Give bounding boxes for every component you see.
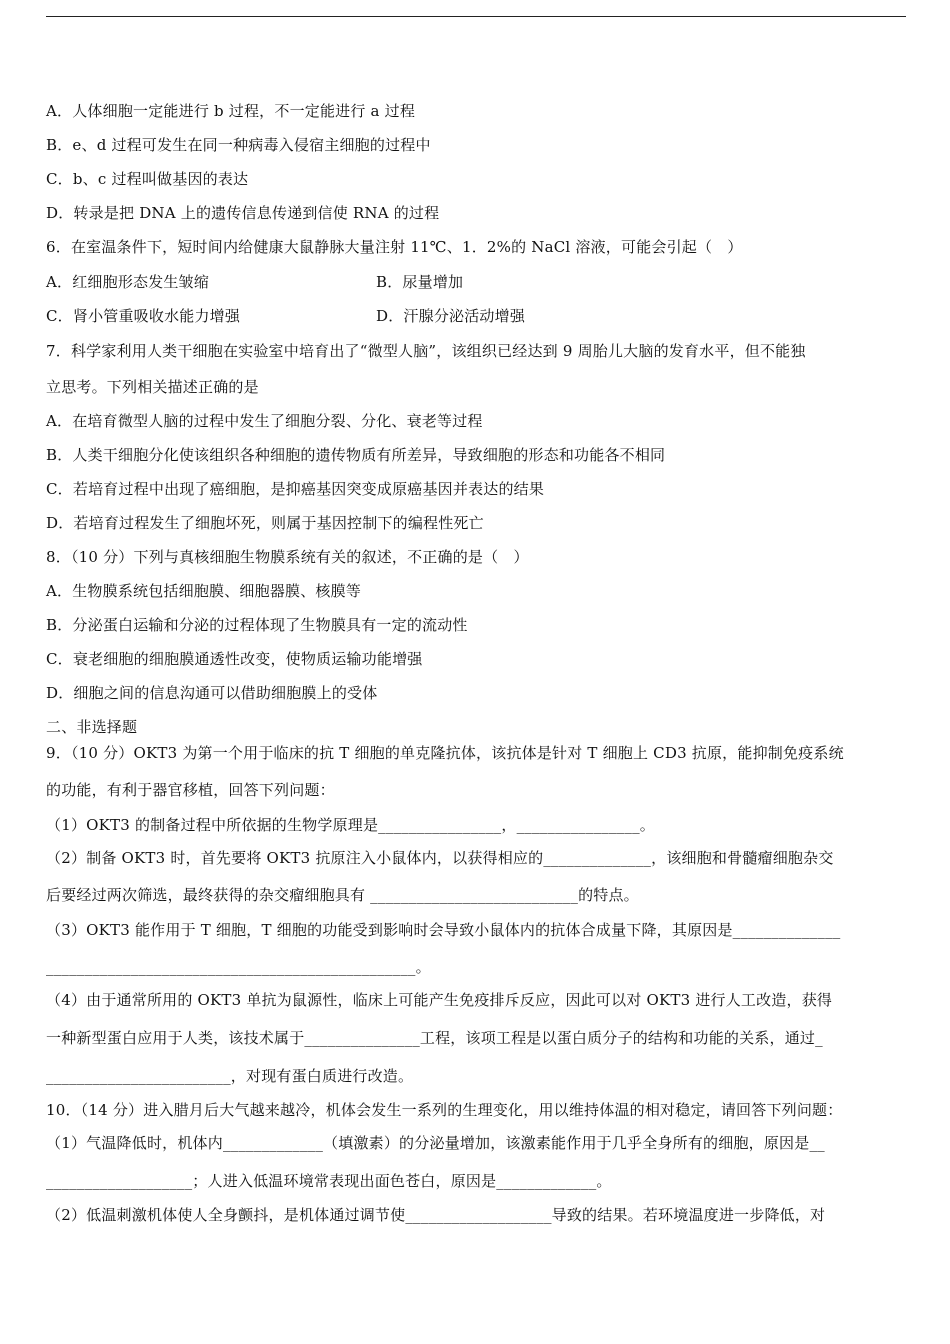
question-7: 7．科学家利用人类干细胞在实验室中培育出了“微型人脑”，该组织已经达到 9 周胎儿大脑的发育水平，但不能独 — [46, 342, 806, 360]
q6-options-cd: C．肾小管重吸收水能力增强 D．汗腺分泌活动增强 — [46, 307, 526, 325]
q8-option-b: B．分泌蛋白运输和分泌的过程体现了生物膜具有一定的流动性 — [46, 616, 468, 634]
q8-option-a: A．生物膜系统包括细胞膜、细胞器膜、核膜等 — [46, 582, 362, 600]
q6-option-d: D．汗腺分泌活动增强 — [376, 307, 526, 325]
q7-option-a: A．在培育微型人脑的过程中发生了细胞分裂、分化、衰老等过程 — [46, 412, 483, 430]
q9-part-4-end: ________________________，对现有蛋白质进行改造。 — [46, 1067, 414, 1085]
q7-option-d: D．若培育过程发生了细胞坏死，则属于基因控制下的编程性死亡 — [46, 514, 484, 532]
q10-part-2: （2）低温刺激机体使人全身颤抖，是机体通过调节使___________________导致的结果。若环境温度进一步降低，对 — [46, 1206, 826, 1224]
q9-part-3-cont: ________________________________________________。 — [46, 958, 431, 976]
q6-options-ab: A．红细胞形态发生皱缩 B．尿量增加 — [46, 273, 464, 291]
q9-part-3: （3）OKT3 能作用于 T 细胞，T 细胞的功能受到影响时会导致小鼠体内的抗体合成量下降，其原因是______________ — [46, 921, 841, 939]
q9-part-1: （1）OKT3 的制备过程中所依据的生物学原理是________________，________________。 — [46, 816, 655, 834]
option-c: C．b、c 过程叫做基因的表达 — [46, 170, 249, 188]
question-7-cont: 立思考。下列相关描述正确的是 — [46, 378, 259, 396]
option-a: A．人体细胞一定能进行 b 过程，不一定能进行 a 过程 — [46, 102, 416, 120]
q8-option-c: C．衰老细胞的细胞膜通透性改变，使物质运输功能增强 — [46, 650, 423, 668]
q10-part-1: （1）气温降低时，机体内_____________（填激素）的分泌量增加，该激素能作用于几乎全身所有的细胞，原因是__ — [46, 1134, 825, 1152]
question-6: 6．在室温条件下，短时间内给健康大鼠静脉大量注射 11℃、1．2%的 NaCl 溶液，可能会引起（ ） — [46, 238, 743, 256]
q10-part-1-cont: ___________________；人进入低温环境常表现出面色苍白，原因是_____________。 — [46, 1172, 612, 1190]
question-9: 9．（10 分）OKT3 为第一个用于临床的抗 T 细胞的单克隆抗体，该抗体是针对 T 细胞上 CD3 抗原，能抑制免疫系统 — [46, 744, 844, 762]
q9-part-2: （2）制备 OKT3 时，首先要将 OKT3 抗原注入小鼠体内，以获得相应的______________，该细胞和骨髓瘤细胞杂交 — [46, 849, 834, 867]
option-b: B．e、d 过程可发生在同一种病毒入侵宿主细胞的过程中 — [46, 136, 431, 154]
question-10: 10．（14 分）进入腊月后大气越来越冷，机体会发生一系列的生理变化，用以维持体温的相对稳定，请回答下列问题： — [46, 1101, 843, 1119]
q9-part-4-cont: 一种新型蛋白应用于人类，该技术属于_______________工程，该项工程是以蛋白质分子的结构和功能的关系，通过_ — [46, 1029, 823, 1047]
option-d: D．转录是把 DNA 上的遗传信息传递到信使 RNA 的过程 — [46, 204, 440, 222]
section-heading: 二、非选择题 — [46, 718, 138, 736]
q8-option-d: D．细胞之间的信息沟通可以借助细胞膜上的受体 — [46, 684, 378, 702]
header-rule — [46, 16, 906, 17]
q7-option-c: C．若培育过程中出现了癌细胞，是抑癌基因突变成原癌基因并表达的结果 — [46, 480, 545, 498]
question-9-cont: 的功能，有利于器官移植，回答下列问题： — [46, 781, 335, 799]
question-8: 8．（10 分）下列与真核细胞生物膜系统有关的叙述，不正确的是（ ） — [46, 548, 529, 566]
q6-option-b: B．尿量增加 — [376, 273, 464, 291]
q9-part-4: （4）由于通常所用的 OKT3 单抗为鼠源性，临床上可能产生免疫排斥反应，因此可以对 OKT3 进行人工改造，获得 — [46, 991, 833, 1009]
q9-part-2-cont: 后要经过两次筛选，最终获得的杂交瘤细胞具有 ___________________________的特点。 — [46, 886, 639, 904]
q7-option-b: B．人类干细胞分化使该组织各种细胞的遗传物质有所差异，导致细胞的形态和功能各不相同 — [46, 446, 666, 464]
